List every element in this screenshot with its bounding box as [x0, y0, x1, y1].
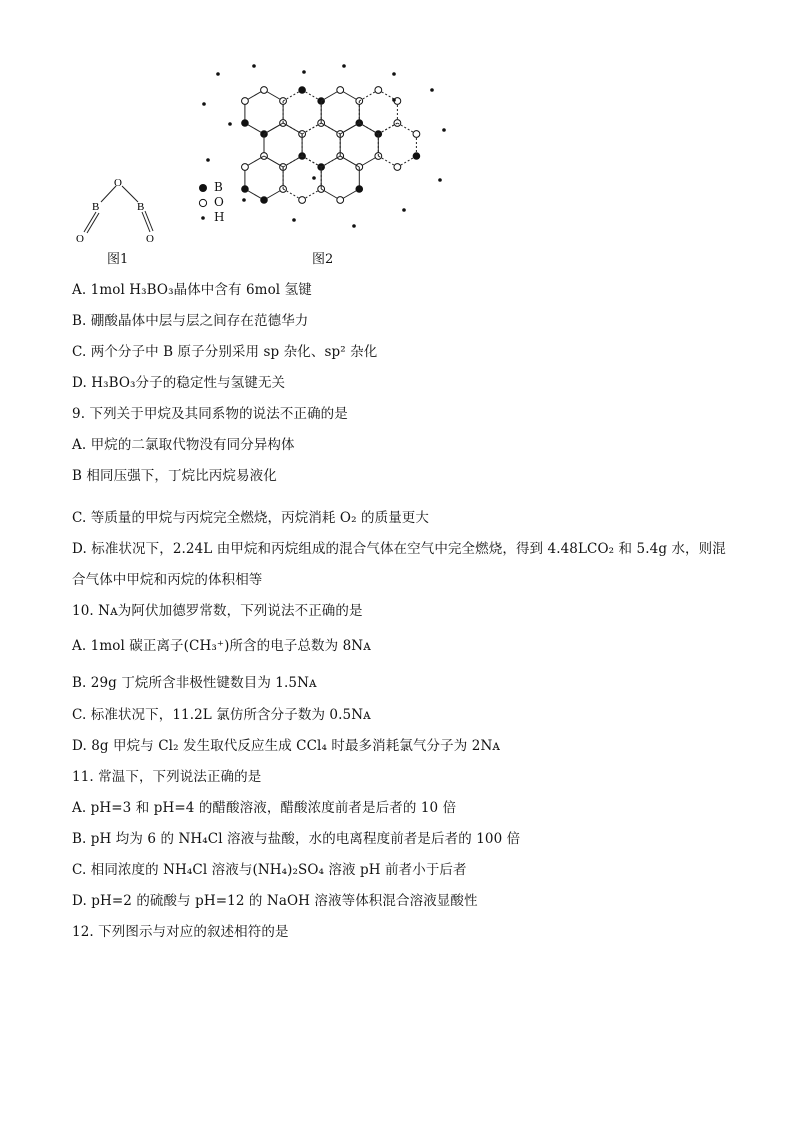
- hydrogen-atom: [430, 88, 434, 92]
- hex-bond: [340, 123, 359, 134]
- hydrogen-atom: [392, 72, 396, 76]
- q8-option-c: C. 两个分子中 B 原子分别采用 sp 杂化、sp² 杂化: [72, 344, 378, 360]
- legend-item-b: B: [198, 180, 224, 195]
- hex-bond: [359, 123, 378, 134]
- boron-atom: [241, 185, 249, 193]
- q11-option-b: B. pH 均为 6 的 NH₄Cl 溶液与盐酸，水的电离程度前者是后者的 100 倍: [72, 831, 521, 847]
- fig1-atom-b-right: B: [137, 201, 145, 213]
- q10-option-d: D. 8g 甲烷与 Cl₂ 发生取代反应生成 CCl₄ 时最多消耗氯气分子为 2Nᴀ: [72, 738, 501, 754]
- hex-bond: [321, 156, 340, 167]
- hex-bond: [283, 123, 302, 134]
- oxygen-atom: [375, 87, 382, 94]
- hydrogen-atom: [252, 64, 256, 68]
- boron-atom: [298, 86, 306, 94]
- q10-option-c: C. 标准状况下，11.2L 氯仿所含分子数为 0.5Nᴀ: [72, 707, 371, 723]
- boron-atom: [413, 152, 421, 160]
- hydrogen-atom: [342, 64, 346, 68]
- fig1-atom-o-right: O: [146, 233, 154, 245]
- oxygen-atom: [337, 197, 344, 204]
- fig1-atom-o-top: O: [114, 177, 122, 189]
- q12-stem: 12. 下列图示与对应的叙述相符的是: [72, 924, 289, 940]
- boron-atom: [355, 185, 363, 193]
- fig1-atom-o-left: O: [76, 233, 84, 245]
- hydrogen-atom: [438, 178, 442, 182]
- q11-option-d: D. pH=2 的硫酸与 pH=12 的 NaOH 溶液等体积混合溶液显酸性: [72, 893, 478, 909]
- figure-2-caption: 图2: [312, 252, 334, 267]
- q10-option-b: B. 29g 丁烷所含非极性键数目为 1.5Nᴀ: [72, 675, 317, 691]
- legend-item-o: O: [198, 195, 224, 210]
- hydrogen-atom: [216, 72, 220, 76]
- oxygen-atom: [337, 87, 344, 94]
- q9-option-a: A. 甲烷的二氯取代物没有同分异构体: [72, 437, 295, 453]
- boron-atom: [260, 196, 268, 204]
- hydrogen-atom: [292, 218, 296, 222]
- hydrogen-atom: [392, 98, 396, 102]
- q8-option-d: D. H₃BO₃分子的稳定性与氢键无关: [72, 375, 286, 391]
- oxygen-atom: [413, 131, 420, 138]
- figure-2-diagram: [194, 60, 456, 232]
- oxygen-atom: [242, 164, 249, 171]
- q11-option-c: C. 相同浓度的 NH₄Cl 溶液与(NH₄)₂SO₄ 溶液 pH 前者小于后者: [72, 862, 467, 878]
- fig1-atom-b-left: B: [92, 201, 100, 213]
- hydrogen-atom: [242, 198, 246, 202]
- figure-2-legend: [198, 180, 224, 225]
- oxygen-atom: [394, 164, 401, 171]
- hydrogen-atom: [312, 176, 316, 180]
- q9-option-c: C. 等质量的甲烷与丙烷完全燃烧，丙烷消耗 O₂ 的质量更大: [72, 510, 429, 526]
- q8-option-a: A. 1mol H₃BO₃晶体中含有 6mol 氢键: [72, 282, 312, 298]
- hex-bond: [340, 156, 359, 167]
- q8-option-b: B. 硼酸晶体中层与层之间存在范德华力: [72, 313, 309, 329]
- hex-bond: [264, 156, 283, 167]
- hydrogen-atom: [442, 128, 446, 132]
- oxygen-atom: [394, 120, 401, 127]
- q11-option-a: A. pH=3 和 pH=4 的醋酸溶液，醋酸浓度前者是后者的 10 倍: [72, 800, 457, 816]
- q10-stem: 10. Nᴀ为阿伏加德罗常数，下列说法不正确的是: [72, 603, 363, 619]
- boron-atom: [241, 119, 249, 127]
- q9-option-d-line1: D. 标准状况下，2.24L 由甲烷和丙烷组成的混合气体在空气中完全燃烧，得到 4.48LCO₂ 和 5.4g 水，则混: [72, 541, 726, 557]
- oxygen-atom: [299, 197, 306, 204]
- hydrogen-atom: [206, 158, 210, 162]
- q9-stem: 9. 下列关于甲烷及其同系物的说法不正确的是: [72, 406, 348, 422]
- hydrogen-atom: [352, 224, 356, 228]
- hydrogen-atom: [402, 208, 406, 212]
- figure-1-caption: 图1: [107, 252, 129, 267]
- oxygen-atom: [242, 98, 249, 105]
- legend-item-h: H: [198, 210, 224, 225]
- q10-option-a: A. 1mol 碳正离子(CH₃⁺)所含的电子总数为 8Nᴀ: [72, 638, 371, 654]
- hex-bond: [264, 123, 283, 134]
- q11-stem: 11. 常温下，下列说法正确的是: [72, 769, 262, 785]
- oxygen-atom: [261, 87, 268, 94]
- q9-option-b: B 相同压强下，丁烷比丙烷易液化: [72, 468, 277, 484]
- q9-option-d-line2: 合气体中甲烷和丙烷的体积相等: [72, 572, 263, 588]
- hydrogen-atom: [228, 122, 232, 126]
- hydrogen-atom: [302, 70, 306, 74]
- hydrogen-atom: [202, 102, 206, 106]
